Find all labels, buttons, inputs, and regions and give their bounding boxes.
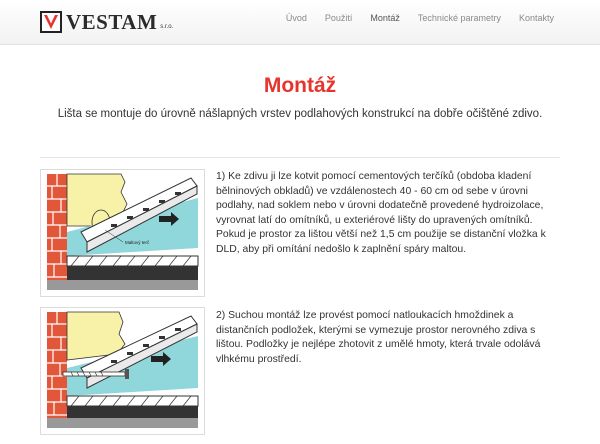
- page-title: Montáž: [263, 74, 337, 97]
- nav-item-montaz[interactable]: Montáž: [370, 13, 400, 23]
- nav-item-uvod[interactable]: Úvod: [285, 13, 307, 23]
- section-2-paragraph: 2) Suchou montáž lze provést pomocí natloukacích hmoždinek a distančních podložek, kterými se vymezuje prostor nerovného zdiva s lištou. Podložky je nejlépe zhotovit z umělé hmoty, která trvale odolává vlhkému prostředí.: [216, 310, 541, 365]
- section-2-text: [216, 309, 556, 367]
- section-1-note: Pokud je prostor za lištou větší než 1,5 cm použije se distanční vložka k DLD, aby při omítání nedošlo k zaplnění spáry maltou.: [216, 229, 546, 255]
- nav-item-pouziti[interactable]: Použití: [324, 13, 353, 23]
- figure-label-mortar: Maltový terč: [125, 240, 150, 245]
- section-1-paragraph: 1) Ke zdivu ji lze kotvit pomocí cementových terčíků (obdoba kladení bělninových obkladů) ve vzdálenostech 40 - 60 cm od sebe v úrovni podlahy, nad soklem nebo v úrovni dodatečně provedené hydroizolace, vyrovnat latí do omítníků, u exteriérové lišty do upravených omítníků.: [216, 171, 544, 226]
- mounting-diagram-2: [40, 307, 205, 435]
- brand-name: VESTAM: [66, 10, 158, 34]
- page-lead: Lišta se montuje do úrovně nášlapných vrstev podlahových konstrukcí na dobře očištěné zdivo.: [57, 108, 543, 120]
- brand-logo[interactable]: [40, 11, 173, 33]
- mortar-mounting-illustration: [41, 170, 204, 296]
- section-1-text: [216, 170, 556, 257]
- main-nav: [268, 13, 554, 23]
- nav-item-kontakty[interactable]: Kontakty: [518, 13, 554, 23]
- dry-mounting-illustration: [41, 308, 204, 434]
- nav-item-technicke-parametry[interactable]: Technické parametry: [417, 13, 501, 23]
- vestam-logo-icon: [40, 11, 62, 33]
- mounting-diagram-1: [40, 169, 205, 297]
- brand-suffix: s.r.o.: [160, 24, 174, 30]
- section-divider: [40, 157, 560, 158]
- top-navbar: [0, 0, 600, 45]
